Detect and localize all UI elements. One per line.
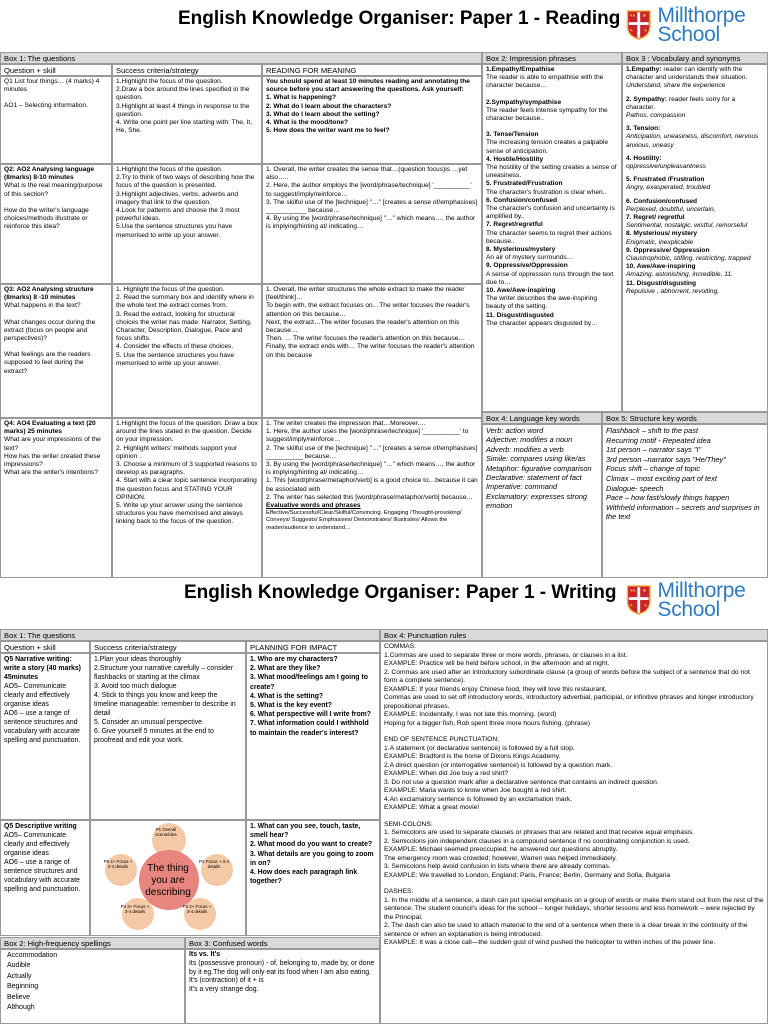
punctuation-heading: END OF SENTENCE PUNCTUATION: xyxy=(384,736,500,743)
punctuation-rule: 2. Semicolons join independent clauses in a compound sentence if no coordinating conjunction is used. xyxy=(384,837,690,845)
impression-heading: 11. Disgust/disgusted xyxy=(486,311,554,319)
vocab-synonyms: Anticipation, uneasiness, discomfort, nervous anxious, uneasy xyxy=(626,133,759,149)
q5-narrative-skill: Q5 Narrative writing: write a story (40 marks) 45minutes AO5– Communicate clearly and effectively organise ideas AO6 – use a range of sentence structures and vocabulary with accurate spelling and punctuation. xyxy=(0,653,90,820)
structure-key-word: Recurring motif - Repeated idea xyxy=(606,435,711,445)
reading-box4-title: Box 4: Language key words xyxy=(482,412,602,424)
writing-box4-title: Box 4: Punctuation rules xyxy=(380,629,768,641)
vocab-term: 1.Empathy: xyxy=(626,66,662,73)
petal-p2-label: P2 Focus + 3-4 details xyxy=(199,859,229,869)
paragraph-flower-diagram xyxy=(90,820,246,936)
petal-p3-label: P3 2+ Focus + 3-4 details xyxy=(182,904,212,914)
spellings-list xyxy=(0,949,185,1024)
vocab-synonyms: Angry, exasperated, troubled xyxy=(626,184,711,192)
spelling-word: Although xyxy=(7,1004,35,1012)
reading-box1-title: Box 1: The questions xyxy=(0,52,482,64)
impression-heading: 3. Tense/Tension xyxy=(486,131,539,139)
school-logo-2 xyxy=(626,578,768,622)
punctuation-rule: 2. Commas are used after an introductory subordinate clause (a group of words before the subject of a sentence that do not form a complete sentence). xyxy=(384,668,750,684)
crest-icon xyxy=(626,3,652,47)
impression-text: The character's confusion and uncertainty is amplified by.. xyxy=(486,205,615,221)
impression-text: The writer describes the awe-inspiring beauty of the setting. xyxy=(486,295,598,311)
impression-heading: 2.Sympathy/sympathise xyxy=(486,98,562,106)
punctuation-rule: EXAMPLE: Maria wants to know when Joe bought a red shirt. xyxy=(384,787,567,794)
structure-key-word: Withheld information – secrets and surprises in the text xyxy=(606,502,760,522)
structure-key-word: Climax – most exciting part of text xyxy=(606,473,717,483)
impression-heading: 9. Oppressive/Oppression xyxy=(486,262,568,270)
school-name: Millthorpe School xyxy=(657,579,746,621)
impression-text: The character appears disgusted by… xyxy=(486,319,598,327)
structure-key-word: Dialogue- speech xyxy=(606,483,664,493)
reading-title: English Knowledge Organiser: Paper 1 - Reading xyxy=(178,8,621,29)
spelling-word: Believe xyxy=(7,993,30,1001)
vocab-synonyms: Amazing, astonishing, incredible, 11. xyxy=(626,271,733,279)
punctuation-rule: 3. Do not use a question mark after a declarative sentence that contains an indirect question. xyxy=(384,778,659,786)
vocab-synonyms: Repulsive , abhorrent, revolting, xyxy=(626,287,720,295)
petal-p5-label: P5 4+ Focus + 3-4 details xyxy=(103,859,133,869)
col-reading: READING FOR MEANING xyxy=(262,64,482,76)
punctuation-rule: Hoping for a bigger fish, Rob spent three more hours fishing. (phrase) xyxy=(384,719,590,727)
petal-p3 xyxy=(184,898,216,930)
vocab-item xyxy=(626,263,764,279)
spacer xyxy=(384,728,764,736)
impression-text: The increasing tension creates a palpable sense of anticipation. xyxy=(486,139,609,155)
evaluative-words-heading: Evaluative words and phrases xyxy=(266,502,361,510)
language-key-words xyxy=(482,424,602,578)
crest-icon xyxy=(626,578,652,622)
writing-box1-title: Box 1: The questions xyxy=(0,629,380,641)
punctuation-rule: 1.Commas are used to separate three or more words, phrases, or clauses in a list. xyxy=(384,651,628,659)
impression-heading: 7. Regret/regretful xyxy=(486,221,543,229)
structure-key-word: Focus shift – change of topic xyxy=(606,464,701,474)
spacer xyxy=(384,813,764,821)
vocab-item xyxy=(626,125,764,150)
vocabulary-synonyms xyxy=(622,64,768,412)
writing-box2-title: Box 2: High-frequency spellings xyxy=(0,937,185,949)
q1-skill: Q1 List four things… (4 marks) 4 minutes AO1 – Selecting information. xyxy=(0,76,112,164)
vocab-item xyxy=(626,198,764,214)
vocab-item xyxy=(626,66,764,91)
punctuation-heading: SEMI-COLONS: xyxy=(384,820,433,828)
vocab-item xyxy=(626,247,764,263)
impression-text: An air of mystery surrounds… xyxy=(486,254,574,262)
spelling-word: Audible xyxy=(7,962,31,970)
w-col-question: Question + skill xyxy=(0,641,90,653)
petal-p4-label: P4 3+ Focus + 3-4 details xyxy=(120,904,150,914)
punctuation-heading: DASHES: xyxy=(384,888,414,895)
vocab-term: 2. Sympathy: xyxy=(626,95,668,103)
impression-phrases xyxy=(482,64,622,412)
punctuation-rule: 4.An exclamatory sentence is followed by an exclamation mark. xyxy=(384,795,573,803)
spacer xyxy=(486,91,618,99)
punctuation-rule: 2. The dash can also be used to attach material to the end of a sentence when there is a clear break in the continuity of the sentence or when an explanation is being introduced. xyxy=(384,922,748,938)
q5-narrative-planning: 1. Who are my characters? 2. What are they like? 3. What mood/feelings am I going to create? 4. What is the setting? 5. What is the key event? 6. What perspective will I write from? 7. What information could I withhold to maintain the reader's interest? xyxy=(246,653,380,820)
impression-heading: 10. Awe/Awe-inspiring xyxy=(486,287,556,295)
school-name: Millthorpe School xyxy=(657,4,746,46)
petal-p1-label: P1 Overall scene/idea xyxy=(155,827,177,837)
vocab-synonyms: Understand, share the experience xyxy=(626,82,726,90)
q4-strategy: 1.Highlight the focus of the question. Draw a box around the lines stated in the question. Decide on your impression. 2. Highlight writers' methods support your opinion . 3. Choose a minimum of 3 supported reasons to develop as paragraphs. 4. Start with a clear topic sentence incorporating the question focus and STATING YOUR OPINION. 5. Write up your answer using the sentence structures you have memorised and always linking back to the focus of the question. xyxy=(112,418,262,578)
vocab-term: 9. Oppressive/ Oppression xyxy=(626,246,710,254)
vocab-item xyxy=(626,155,764,171)
punctuation-rule: EXAMPLE: Practice will be held before school, in the afternoon and at night. xyxy=(384,660,610,667)
vocab-synonyms: Sentimental, nostalgic, wistful, remorseful xyxy=(626,222,748,230)
punctuation-rule: The emergency room was crowded; however, Warren was helped immediately. xyxy=(384,854,618,862)
punctuation-rule: Commas are used to set off introductory words, introductory adverbial, participial, or infinitive phrases and longer introductory prepositional phrases. xyxy=(384,694,754,710)
vocab-synonyms: oppressive/unpleasantness xyxy=(626,163,706,171)
impression-text: The character's frustration is clear when.. xyxy=(486,188,607,196)
confused-words: Its vs. It's Its (possessive pronoun) - of, belonging to, made by, or done by it eg.The dog will only eat its food when I am also eating. It's (contraction) of it + is It's a very strange dog. xyxy=(185,949,380,1024)
vocab-definition: reader feels sorry for a character. xyxy=(626,95,736,111)
impression-text: The reader is able to empathise with the character because… xyxy=(486,74,604,90)
reading-box2-title: Box 2: Impression phrases xyxy=(482,52,622,64)
punctuation-rule: EXAMPLE: If your friends enjoy Chinese food, they will love this restaurant. xyxy=(384,685,607,693)
q2-strategy: 1.Highlight the focus of the question. 2.Try to think of two ways of describing how the focus of the question is presented. 3.Highlight adjectives, verbs, adverbs and imagery that link to the question. 4.Look for patterns and choose the 3 most powerful ideas. 5.Use the sentence structures you have memorised to write up your answer. xyxy=(112,164,262,284)
writing-title: English Knowledge Organiser: Paper 1 - Writing xyxy=(184,582,617,603)
punctuation-heading: COMMAS: xyxy=(384,643,416,650)
col-question: Question + skill xyxy=(0,64,112,76)
school-logo xyxy=(626,3,768,47)
structure-key-word: Pace – how fast/slowly things happen xyxy=(606,493,730,503)
structure-key-words xyxy=(602,424,768,578)
q2-sentence-structures: 1. Overall, the writer creates the sense that…(question focus)is …yet also….. 2. Here, the author employs the [word/phrase/technique] '__________' to suggest/imply/reinforce… 3. The skilful use of the [technique] "…" [creates a sense of/emphasises] ___________ because… 4. By using the [word/phrase/technique] "…" which means…, the author is implying/hinting at/ indicating… xyxy=(262,164,482,284)
vocab-item xyxy=(626,230,764,246)
language-key-word: Verb: action word xyxy=(486,426,544,435)
q4-skill: Q4: AO4 Evaluating a text (20 marks) 25 minutes What are your impressions of the text? How has the writer created these impressions? What are the writer's intentions? xyxy=(0,418,112,578)
q3-sentence-structures: 1. Overall, the writer structures the whole extract to make the reader [feel/think]… To begin with, the extract focuses on…The writer focuses the reader's attention on this because… Next, the extract…The writer focuses the reader's attention on this because… Then, … The writer focuses the reader's attention on this because… Finally, the extract ends with… The writer focuses the reader's attention on this because xyxy=(262,284,482,418)
structure-key-word: 3rd person –narrator says "He/They" xyxy=(606,454,726,464)
col-success: Success criteria/strategy xyxy=(112,64,262,76)
flower-center-label: The thing you are describing xyxy=(145,863,191,898)
writing-box3-title: Box 3: Confused words xyxy=(185,937,380,949)
vocab-term: 4. Hostility: xyxy=(626,154,662,162)
punctuation-rule: 2.A direct question (or interrogative sentence) is followed by a question mark. xyxy=(384,761,613,769)
impression-heading: 8. Mysterious/mystery xyxy=(486,246,556,254)
vocab-synonyms: Claustrophobic, stifling, restricting, trapped xyxy=(626,255,751,263)
q1-strategy: 1.Highlight the focus of the question. 2.Draw a box around the lines specified in the question. 3.Highlight at least 4 things in response to the question. 4. Write one point per line starting with: The, It, He, She. xyxy=(112,76,262,164)
vocab-synonyms: Perplexed, doubtful, uncertain, xyxy=(626,205,716,213)
vocab-item xyxy=(626,176,764,192)
evaluative-words: Effective/Successful/Clear/Skilful/Convincing. Engaging /Thought-provoking/ Conveys/ Suggests/ Emphasises/ Demonstrates/ Illustrates/ Allows the reader/audience to understand… xyxy=(266,510,462,531)
impression-text: The character seems to regret their actions because.. xyxy=(486,229,612,245)
q2-skill: Q2: AO2 Analysing language (8marks) 8-10 minutes What is the real meaning/purpose of this section? How do the writer's language choices/methods illustrate or reinforce this idea? xyxy=(0,164,112,284)
punctuation-rule: 1. In the middle of a sentence, a dash can put special emphasis on a group of words or make them stand out from the rest of the sentence. The student council's ideas for the school – longer holidays, shorter lessons and less homework – were rejected by the Principal. xyxy=(384,896,764,921)
vocab-term: 7. Regret/ regretful xyxy=(626,214,685,222)
impression-heading: 5. Frustrated/Frustration xyxy=(486,180,563,188)
q5-narrative-strategy: 1.Plan your ideas thoroughly 2.Structure your narrative carefully – consider flashbacks or starting at the climax 3. Avoid too much dialogue 4. Stick to things you know and keep the timeline manageable: remember to describe in detail 5. Consider an unusual perspective 6. Give yourself 5 minutes at the end to proofread and edit your work. xyxy=(90,653,246,820)
reading-for-meaning: You should spend at least 10 minutes reading and annotating the source before you start answering the questions. Ask yourself: 1. What is happening? 2. What do I learn about the characters? 3. What do I learn about the setting? 4. What is the mood/tone? 5. How does the writer want me to feel? xyxy=(262,76,482,164)
punctuation-rule: EXAMPLE: Bradford is the home of Dixons Kings Academy. xyxy=(384,753,561,760)
spelling-word: Accommodation xyxy=(7,952,58,959)
w-col-planning: PLANNING FOR IMPACT xyxy=(246,641,380,653)
vocab-definition: reader can identify with the character and understands their situation. xyxy=(626,66,748,82)
spacer xyxy=(384,880,764,888)
w-col-success: Success criteria/strategy xyxy=(90,641,246,653)
q3-strategy: 1. Highlight the focus of the question. 2. Read the summary box and identify where in the whole text the extract comes from. 3. Read the extract, looking for structural choices the writer has made: Narrator, Setting, Character, Description, Dialogue, Pace and focus shifts. 4. Consider the effects of these choices. 5. Use the sentence structures you have memorised to write up your answer. xyxy=(112,284,262,418)
punctuation-rule: EXAMPLE: Michael seemed preoccupied; he answered our questions abruptly. xyxy=(384,846,618,853)
punctuation-rule: 1. Semicolons are used to separate clauses or phrases that are related and that receive equal emphasis. xyxy=(384,829,695,836)
impression-heading: 6. Confusion/confused xyxy=(486,196,558,204)
vocab-synonyms: Pathos, compassion xyxy=(626,112,686,120)
impression-text: The reader feels intense sympathy for the character because.. xyxy=(486,106,608,123)
q5-descriptive-planning: 1. What can you see, touch, taste, smell hear? 2. What mood do you want to create? 3. What details are you going to zoom in on? 4. How does each paragraph link together? xyxy=(246,820,380,936)
punctuation-rule: 3. Semicolons help avoid confusion in lists where there are already commas. xyxy=(384,863,611,870)
petal-p4 xyxy=(122,898,154,930)
vocab-item xyxy=(626,96,764,121)
vocab-term: 5. Frustrated /Frustration xyxy=(626,176,705,184)
vocab-item xyxy=(626,214,764,230)
punctuation-rule: EXAMPLE: Incidentally, I was not late this morning. (word) xyxy=(384,711,557,718)
vocab-term: 11. Disgust/disgusting xyxy=(626,279,696,287)
vocab-item xyxy=(626,280,764,296)
language-key-word: Metaphor: figurative comparison xyxy=(486,463,592,473)
reading-box5-title: Box 5: Structure key words xyxy=(602,412,768,424)
punctuation-rule: EXAMPLE: When did Joe buy a red shirt? xyxy=(384,770,509,777)
impression-text: The hostility of the setting creates a sense of uneasiness. xyxy=(486,164,617,180)
language-key-word: Simile: compares using like/as xyxy=(486,454,586,464)
language-key-word: Adjective: modifies a noun xyxy=(486,435,573,445)
spelling-word: Beginning xyxy=(7,983,39,991)
punctuation-rules xyxy=(380,641,768,1024)
spacer xyxy=(486,123,618,131)
vocab-term: 10. Awe/Awe-inspiring xyxy=(626,263,696,271)
language-key-word: Imperative: command xyxy=(486,482,558,492)
structure-key-word: Flashback – shift to the past xyxy=(606,426,699,435)
vocab-term: 8. Mysterious/ mystery xyxy=(626,230,698,238)
structure-key-word: 1st person – narrator says "I" xyxy=(606,445,702,455)
punctuation-rule: 1.A statement (or declarative sentence) is followed by a full stop. xyxy=(384,744,575,752)
language-key-word: Declarative: statement of fact xyxy=(486,473,582,483)
language-key-word: Adverb: modifies a verb xyxy=(486,444,564,454)
punctuation-rule: EXAMPLE: It was a close call—the sudden gust of wind pushed the helicopter to within inches of the power line. xyxy=(384,939,716,946)
spelling-word: Actually xyxy=(7,972,32,980)
vocab-synonyms: Enigmatic, inexplicable xyxy=(626,238,694,246)
punctuation-rule: EXAMPLE: We travelled to London, England; Paris, France; Berlin, Germany and Sofia, Bulgaria xyxy=(384,871,671,879)
impression-heading: 1.Empathy/Empathise xyxy=(486,66,555,73)
language-key-word: Exclamatory: expresses strong emotion xyxy=(486,491,588,511)
impression-heading: 4. Hostile/Hostility xyxy=(486,155,544,163)
impression-text: A sense of oppression runs through the text due to… xyxy=(486,270,614,286)
vocab-term: 6. Confusion/confused xyxy=(626,197,698,205)
q5-descriptive-skill: Q5 Descriptive writing AO5– Communicate clearly and effectively organise ideas AO6 – use a range of sentence structures and vocabulary with accurate spelling and punctuation. xyxy=(0,820,90,936)
reading-box3-title: Box 3 : Vocabulary and synonyms xyxy=(622,52,768,64)
q3-skill: Q3: AO2 Analysing structure (8marks) 8 -10 minutes What happens in the text? What changes occur during the extract (focus on people and perspectives)? What feelings are the readers supposed to feel during the extract? xyxy=(0,284,112,418)
punctuation-rule: EXAMPLE: What a great movie! xyxy=(384,804,480,811)
vocab-term: 3. Tension: xyxy=(626,125,661,133)
q4-sentence-structures: 1. The writer creates the impression that…Moreover,… 1. Here, the author uses the [word/phrase/technique] '__________' to suggest/imply/reinforce… 2. The skilful use of the [technique] "…" [creates a sense of/emphasises] __________ because… 3. By using the [word/phrase/technique] "…" which means…, the author is implying/hinting at/ indicating… 1. This [word/phrase/metaphor/verb] is a good choice to…because it can be associated with 2. The writer has selected this [word/phrase/metaphor/verb] because… Evaluative words and phrases Effective/Successful/Clear/Skilful/Convincing. Engaging /Thought-provoking/ Conveys/ Suggests/ Emphasises/ Demonstrates/ Illustrates/ Allows the reader/audience to understand… xyxy=(262,418,482,578)
